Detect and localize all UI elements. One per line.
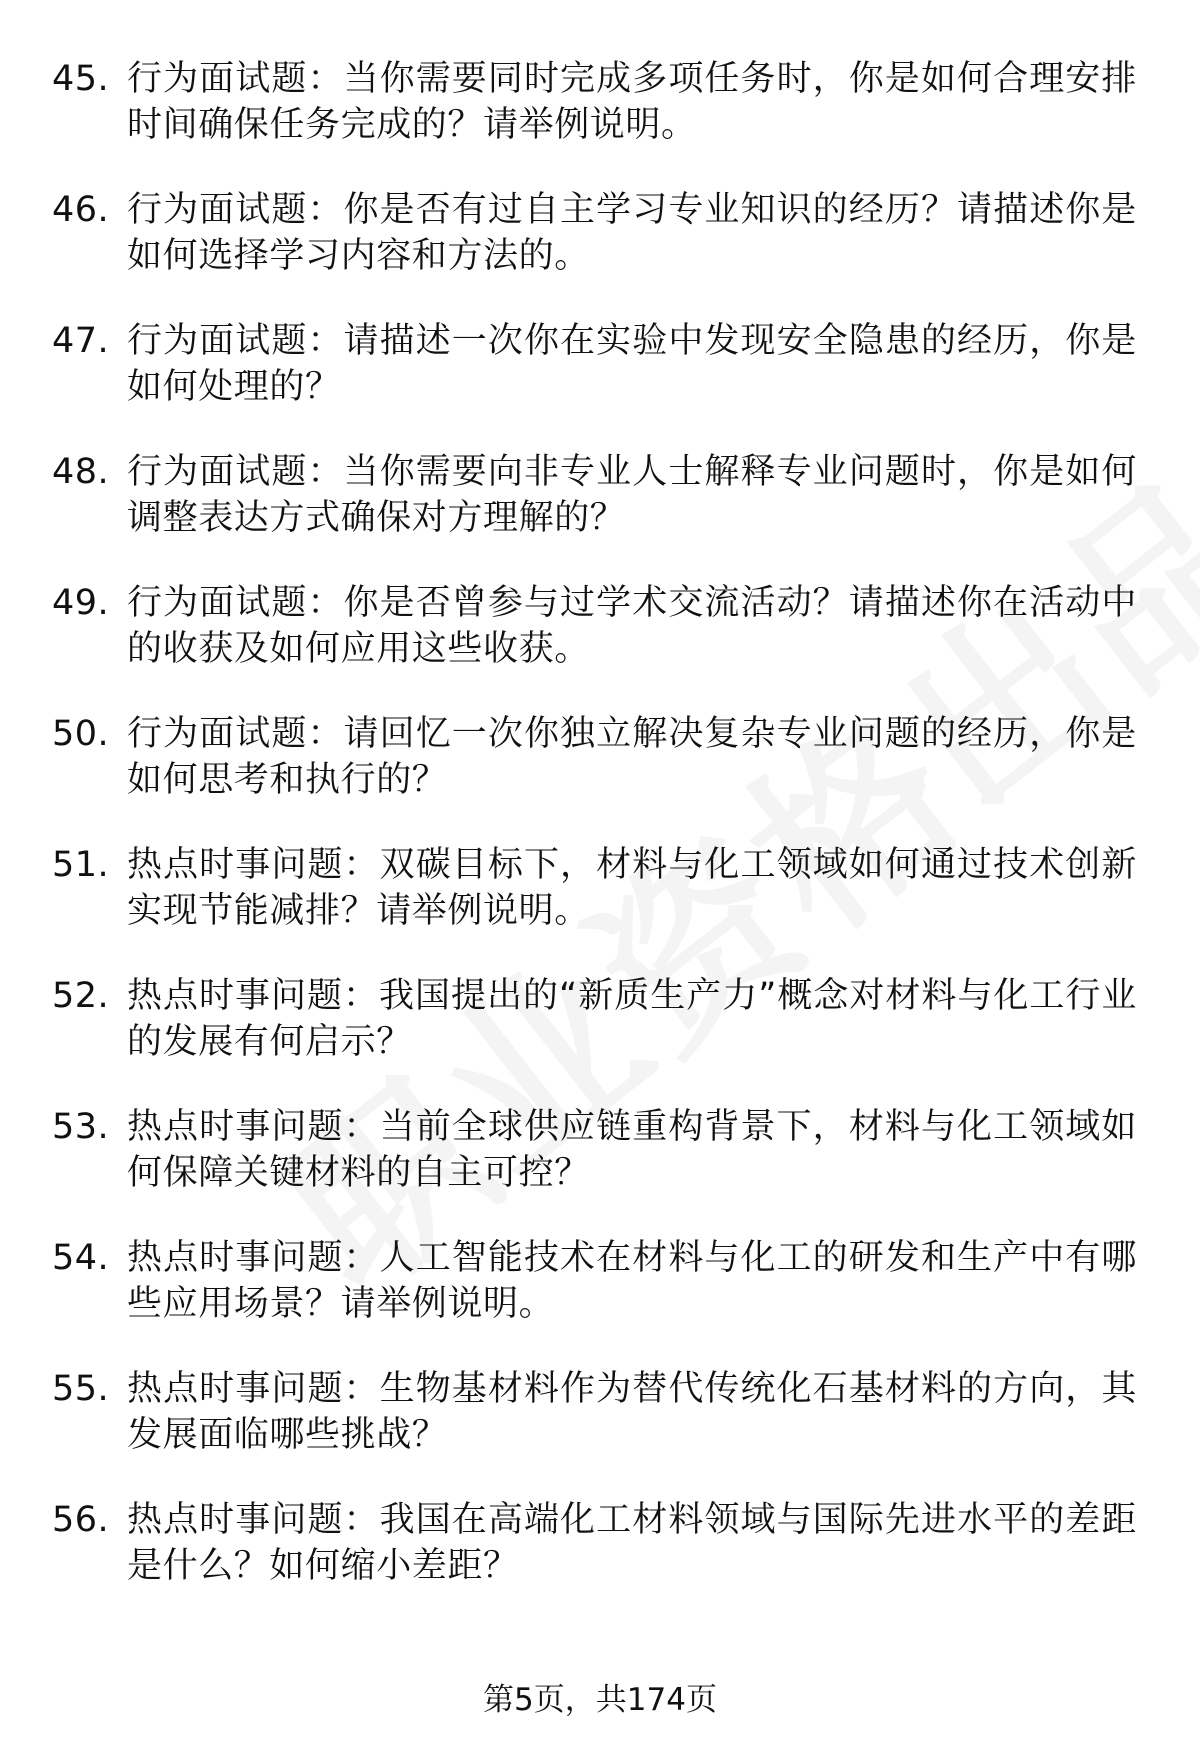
question-item — [0, 56, 1200, 144]
question-item — [0, 1366, 1200, 1454]
question-text: 热点时事问题：当前全球供应链重构背景下，材料与化工领域如何保障关键材料的自主可控？ — [127, 1107, 1137, 1193]
question-item — [0, 1497, 1200, 1585]
question-text: 行为面试题：请描述一次你在实验中发现安全隐患的经历，你是如何处理的？ — [127, 321, 1137, 407]
question-text: 行为面试题：你是否有过自主学习专业知识的经历？请描述你是如何选择学习内容和方法的。 — [127, 190, 1137, 276]
question-text: 行为面试题：请回忆一次你独立解决复杂专业问题的经历，你是如何思考和执行的？ — [127, 714, 1137, 800]
question-text: 热点时事问题：双碳目标下，材料与化工领域如何通过技术创新实现节能减排？请举例说明。 — [127, 845, 1137, 931]
question-item — [0, 842, 1200, 930]
question-number: 45. — [52, 59, 110, 99]
question-text: 热点时事问题：我国在高端化工材料领域与国际先进水平的差距是什么？如何缩小差距？ — [127, 1500, 1137, 1586]
question-item — [0, 187, 1200, 275]
question-text: 热点时事问题：生物基材料作为替代传统化石基材料的方向，其发展面临哪些挑战？ — [127, 1369, 1137, 1455]
question-item — [0, 449, 1200, 537]
question-number: 51. — [52, 845, 110, 885]
question-number: 50. — [52, 714, 110, 754]
question-number: 56. — [52, 1500, 110, 1540]
question-list — [0, 56, 1200, 1628]
question-number: 46. — [52, 190, 110, 230]
question-number: 52. — [52, 976, 110, 1016]
question-text: 行为面试题：你是否曾参与过学术交流活动？请描述你在活动中的收获及如何应用这些收获。 — [127, 583, 1137, 669]
question-item — [0, 973, 1200, 1061]
question-item — [0, 580, 1200, 668]
question-text: 热点时事问题：我国提出的“新质生产力”概念对材料与化工行业的发展有何启示？ — [127, 976, 1137, 1062]
question-item — [0, 1104, 1200, 1192]
question-text: 行为面试题：当你需要同时完成多项任务时，你是如何合理安排时间确保任务完成的？请举例说明。 — [127, 59, 1137, 145]
question-number: 48. — [52, 452, 110, 492]
page-number-footer: 第5页，共174页 — [483, 1682, 717, 1718]
question-text: 行为面试题：当你需要向非专业人士解释专业问题时，你是如何调整表达方式确保对方理解的？ — [127, 452, 1137, 538]
question-number: 55. — [52, 1369, 110, 1409]
question-item — [0, 318, 1200, 406]
question-item — [0, 1235, 1200, 1323]
question-number: 47. — [52, 321, 110, 361]
question-text: 热点时事问题：人工智能技术在材料与化工的研发和生产中有哪些应用场景？请举例说明。 — [127, 1238, 1137, 1324]
question-number: 53. — [52, 1107, 110, 1147]
question-number: 49. — [52, 583, 110, 623]
question-number: 54. — [52, 1238, 110, 1278]
question-item — [0, 711, 1200, 799]
